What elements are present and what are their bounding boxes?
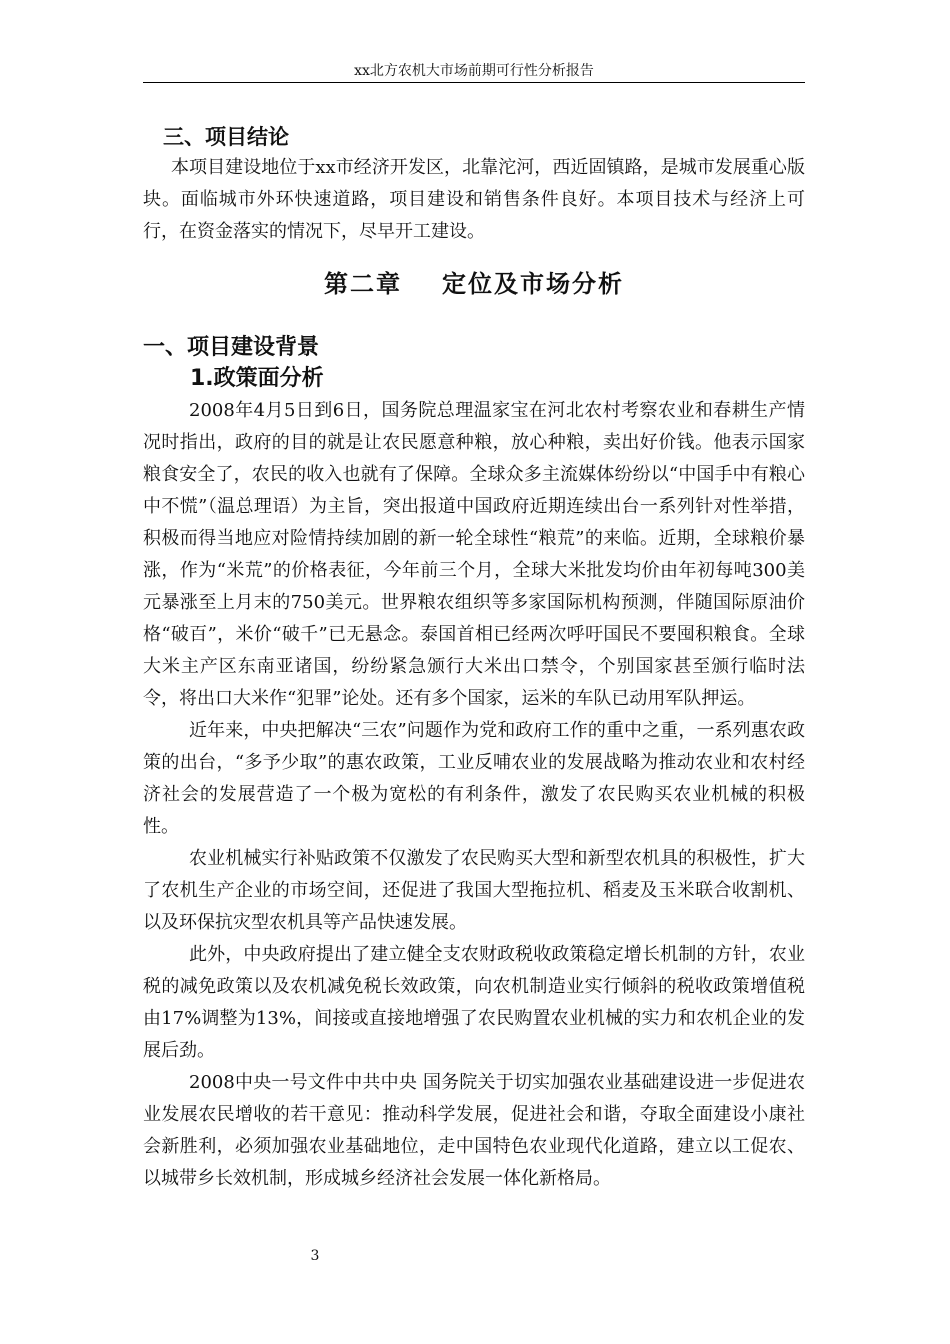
body-paragraph: 近年来，中央把解决“三农”问题作为党和政府工作的重中之重，一系列惠农政策的出台，“多予少取”的惠农政策，工业反哺农业的发展战略为推动农业和农村经济社会的发展营造了一个极为宽松的有利条件，激发了农民购买农业机械的积极性。: [143, 720, 805, 837]
body-paragraph: 农业机械实行补贴政策不仅激发了农民购买大型和新型农机具的积极性，扩大了农机生产企业的市场空间，还促进了我国大型拖拉机、稻麦及玉米联合收割机、以及环保抗灾型农机具等产品快速发展。: [143, 848, 805, 933]
conclusion-body: [143, 152, 805, 248]
conclusion-paragraph: 本项目建设地位于xx市经济开发区，北靠沱河，西近固镇路，是城市发展重心版块。面临城市外环快速道路，项目建设和销售条件良好。本项目技术与经济上可行，在资金落实的情况下，尽早开工建设。: [143, 157, 805, 242]
body-paragraph: 2008年4月5日到6日，国务院总理温家宝在河北农村考察农业和春耕生产情况时指出，政府的目的就是让农民愿意种粮，放心种粮，卖出好价钱。他表示国家粮食安全了，农民的收入也就有了保障。全球众多主流媒体纷纷以“中国手中有粮心中不慌”（温总理语）为主旨，突出报道中国政府近期连续出台一系列针对性举措，积极而得当地应对险情持续加剧的新一轮全球性“粮荒”的来临。近期，全球粮价暴涨，作为“米荒”的价格表征，今年前三个月，全球大米批发均价由年初每吨300美元暴涨至上月末的750美元。世界粮农组织等多家国际机构预测，伴随国际原油价格“破百”，米价“破千”已无悬念。泰国首相已经两次呼吁国民不要囤积粮食。全球大米主产区东南亚诸国，纷纷紧急颁行大米出口禁令，个别国家甚至颁行临时法令，将出口大米作“犯罪”论处。还有多个国家，运米的车队已动用军队押运。: [143, 400, 805, 709]
body-paragraph: 此外，中央政府提出了建立健全支农财政税收政策稳定增长机制的方针，农业税的减免政策以及农机减免税长效政策，向农机制造业实行倾斜的税收政策增值税由17%调整为13%，间接或直接地增强了农民购置农业机械的实力和农机企业的发展后劲。: [143, 944, 805, 1061]
policy-analysis-body: [143, 395, 805, 1195]
chapter-name: 定位及市场分析: [442, 270, 624, 298]
body-paragraph: 2008中央一号文件中共中央 国务院关于切实加强农业基础建设进一步促进农业发展农民增收的若干意见：推动科学发展，促进社会和谐，夺取全面建设小康社会新胜利，必须加强农业基础地位，走中国特色农业现代化道路，建立以工促农、以城带乡长效机制，形成城乡经济社会发展一体化新格局。: [143, 1072, 805, 1189]
page-header: [143, 60, 805, 83]
page-number: 3: [310, 1248, 320, 1264]
chapter-number: 第二章: [324, 270, 402, 298]
section-heading-conclusion: 三、项目结论: [163, 125, 289, 149]
section-heading-background: 一、项目建设背景: [143, 335, 320, 360]
header-title: xx北方农机大市场前期可行性分析报告: [354, 63, 594, 79]
chapter-title: [143, 268, 805, 300]
subsection-heading-policy: 1.政策面分析: [190, 366, 324, 391]
